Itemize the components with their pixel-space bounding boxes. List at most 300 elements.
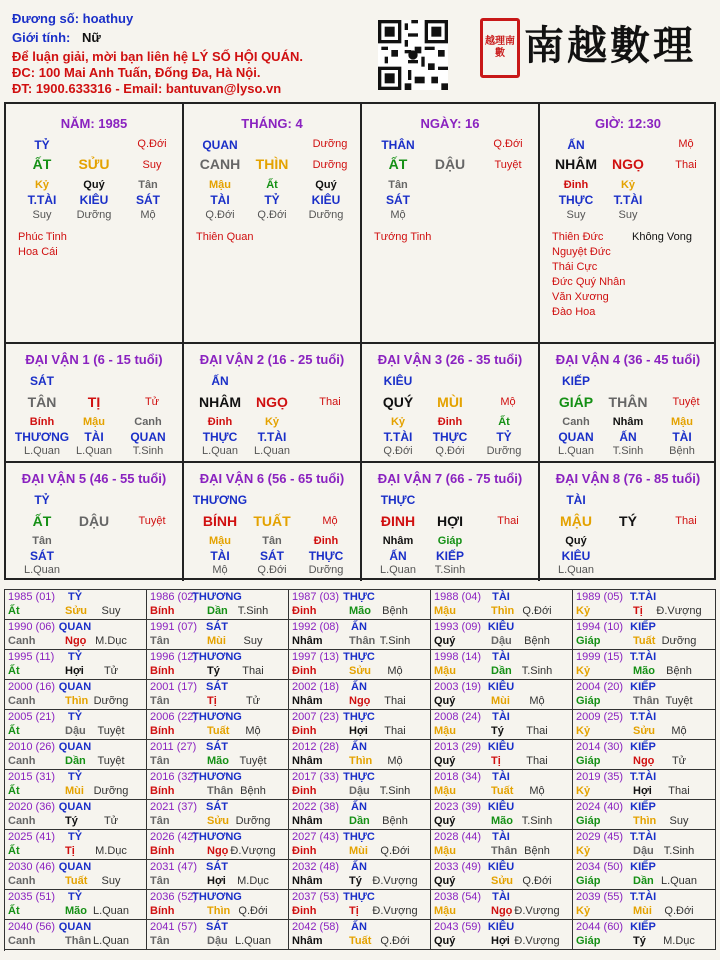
heavenly-stem: CANH: [199, 156, 241, 172]
gender-value: Nữ: [81, 30, 101, 45]
life-stage: Tử: [103, 665, 119, 677]
dai-van-title: ĐẠI VẬN 3 (26 - 35 tuổi): [377, 352, 523, 367]
annual-cell[interactable]: [289, 590, 431, 620]
hidden-stem: Kỷ: [390, 416, 406, 428]
life-stage: Dưỡng: [661, 635, 697, 647]
earthly-branch: Dần: [491, 665, 512, 677]
year-label: 1999 (15): [576, 651, 624, 663]
annual-cell[interactable]: [147, 620, 289, 650]
life-stage: L.Quan: [660, 875, 698, 887]
life-stage: Q.Đới: [238, 905, 268, 917]
hidden-ten-god: T.TÀI: [257, 430, 287, 444]
year-label: 2024 (40): [576, 801, 624, 813]
annual-cell[interactable]: [431, 740, 573, 770]
life-stage: Dưỡng: [312, 159, 348, 171]
year-label: 1994 (10): [576, 621, 624, 633]
hidden-ten-god: THỰC: [558, 193, 594, 207]
dai-van-cell: [184, 344, 362, 463]
heavenly-stem: Canh: [8, 815, 36, 827]
annual-cell[interactable]: [5, 800, 147, 830]
heavenly-stem: Bính: [150, 725, 175, 737]
hidden-stem: Canh: [562, 416, 590, 428]
hidden-life-stage: Q.Đới: [205, 209, 235, 221]
pillar-cell: [540, 104, 716, 344]
ten-god-label: TỶ: [34, 138, 50, 152]
annual-cell[interactable]: [573, 650, 716, 680]
year-label: 1992 (08): [292, 621, 340, 633]
dai-van-title: ĐẠI VẬN 6 (56 - 65 tuổi): [199, 471, 345, 486]
hidden-life-stage: Suy: [32, 209, 52, 221]
annual-cell[interactable]: [431, 590, 573, 620]
earthly-branch: Ngọ: [349, 695, 371, 707]
year-label: 2000 (16): [8, 681, 56, 693]
earthly-branch: Tị: [491, 755, 501, 767]
annual-cell[interactable]: [431, 680, 573, 710]
annual-cell[interactable]: [573, 680, 716, 710]
annual-cell[interactable]: [5, 890, 147, 920]
annual-cell[interactable]: [5, 920, 147, 950]
dai-van-title: ĐẠI VẬN 7 (66 - 75 tuổi): [377, 471, 523, 486]
ten-god-label: THƯƠNG: [192, 831, 242, 843]
hidden-ten-god: TÀI: [84, 430, 104, 444]
ten-god-label: TỶ: [67, 711, 83, 723]
life-stage: Mộ: [387, 755, 403, 767]
annual-cell[interactable]: [5, 770, 147, 800]
ten-god-label: ẤN: [351, 741, 367, 753]
ten-god-label: THỰC: [343, 771, 375, 783]
life-stage: Suy: [669, 815, 689, 827]
ten-god-label: QUAN: [58, 861, 92, 873]
annual-cell[interactable]: [5, 590, 147, 620]
annual-luck-table: [4, 589, 716, 951]
hidden-ten-god: T.TÀI: [27, 193, 57, 207]
annual-cell[interactable]: [5, 650, 147, 680]
hidden-stem: Đinh: [313, 535, 339, 547]
year-label: 2031 (47): [150, 861, 198, 873]
heavenly-stem: QUÝ: [382, 394, 414, 410]
life-stage: Dưỡng: [235, 815, 271, 827]
heavenly-stem: ĐINH: [380, 513, 416, 529]
hidden-life-stage: Dưỡng: [76, 209, 112, 221]
hidden-ten-god: KIÊU: [311, 193, 341, 207]
life-stage: Suy: [101, 875, 121, 887]
hidden-ten-god: ẤN: [389, 549, 407, 563]
heavenly-stem: Ất: [8, 845, 20, 857]
earthly-branch: Mùi: [633, 905, 652, 917]
annual-cell[interactable]: [289, 890, 431, 920]
earthly-branch: Mùi: [491, 695, 510, 707]
year-label: 2030 (46): [8, 861, 56, 873]
earthly-branch: Hợi: [207, 875, 226, 887]
ten-god-label: THỰC: [343, 591, 375, 603]
hidden-life-stage: Q.Đới: [257, 564, 287, 576]
annual-cell[interactable]: [147, 800, 289, 830]
year-label: 2023 (39): [434, 801, 482, 813]
life-stage: Tuyệt: [97, 725, 125, 737]
pillar-cell: [6, 104, 184, 344]
year-label: 1987 (03): [292, 591, 340, 603]
hidden-life-stage: T.Sinh: [132, 445, 164, 457]
chart-grid: [4, 102, 716, 580]
year-label: 2034 (50): [576, 861, 624, 873]
heavenly-stem: Kỷ: [576, 905, 591, 917]
hidden-life-stage: Mộ: [212, 564, 228, 576]
heavenly-stem: Giáp: [576, 635, 601, 647]
year-label: 2042 (58): [292, 921, 340, 933]
hidden-life-stage: T.Sinh: [434, 564, 466, 576]
annual-cell[interactable]: [5, 710, 147, 740]
top-right-stage: Dưỡng: [312, 138, 348, 150]
annual-cell[interactable]: [431, 800, 573, 830]
hidden-stem: Tân: [32, 535, 52, 547]
annual-cell[interactable]: [289, 770, 431, 800]
ten-god-label: ẤN: [351, 861, 367, 873]
annual-cell[interactable]: [573, 770, 716, 800]
year-label: 1997 (13): [292, 651, 340, 663]
year-label: 1985 (01): [8, 591, 56, 603]
ten-god-label: TỶ: [67, 651, 83, 663]
annual-cell[interactable]: [431, 890, 573, 920]
hidden-ten-god: KIÊU: [561, 549, 591, 563]
annual-cell[interactable]: [289, 620, 431, 650]
year-label: 2022 (38): [292, 801, 340, 813]
earthly-branch: Hợi: [349, 725, 368, 737]
heavenly-stem: Canh: [8, 755, 36, 767]
life-stage: Thai: [675, 515, 697, 527]
annual-cell[interactable]: [289, 740, 431, 770]
ten-god-label: T.TÀI: [629, 831, 657, 843]
earthly-branch: Tý: [349, 875, 362, 887]
earthly-branch: Mùi: [65, 785, 84, 797]
life-stage: Mộ: [529, 785, 545, 797]
earthly-branch: Tuất: [65, 875, 88, 887]
life-stage: Thai: [675, 159, 697, 171]
annual-cell[interactable]: [289, 650, 431, 680]
life-stage: Bệnh: [524, 845, 550, 857]
annual-cell[interactable]: [573, 920, 716, 950]
heavenly-stem: Giáp: [576, 755, 601, 767]
ten-god-label: TÀI: [492, 651, 510, 663]
annual-cell[interactable]: [5, 860, 147, 890]
earthly-branch: Tý: [207, 665, 220, 677]
annual-cell[interactable]: [431, 710, 573, 740]
ten-god-label: KIẾP: [630, 861, 656, 873]
heavenly-stem: Nhâm: [292, 635, 323, 647]
annual-cell[interactable]: [573, 860, 716, 890]
year-label: 2008 (24): [434, 711, 482, 723]
heavenly-stem: Ất: [8, 605, 20, 617]
life-stage: Suy: [142, 159, 162, 171]
earthly-branch: Thìn: [491, 605, 515, 617]
ten-god-label: TÀI: [492, 831, 510, 843]
hidden-life-stage: Q.Đới: [435, 445, 465, 457]
hidden-ten-god: TÀI: [672, 430, 692, 444]
annual-cell[interactable]: [147, 650, 289, 680]
annual-cell[interactable]: [573, 890, 716, 920]
life-stage: Mộ: [500, 396, 516, 408]
heavenly-stem: Tân: [150, 755, 170, 767]
earthly-branch: Mão: [349, 605, 371, 617]
ten-god-label: KIÊU: [487, 801, 515, 813]
annual-cell[interactable]: [5, 740, 147, 770]
annual-cell[interactable]: [431, 620, 573, 650]
ten-god-label: SÁT: [206, 921, 228, 933]
hidden-life-stage: L.Quan: [379, 564, 417, 576]
hidden-ten-god: SÁT: [260, 549, 284, 563]
life-stage: Tuyệt: [239, 755, 267, 767]
year-label: 2029 (45): [576, 831, 624, 843]
year-label: 1988 (04): [434, 591, 482, 603]
annual-cell[interactable]: [289, 920, 431, 950]
annual-cell[interactable]: [573, 620, 716, 650]
ten-god-label: T.TÀI: [629, 591, 657, 603]
heavenly-stem: Kỷ: [576, 785, 591, 797]
annual-cell[interactable]: [289, 860, 431, 890]
ten-god-label: QUAN: [58, 741, 92, 753]
hidden-stem: Đinh: [437, 416, 463, 428]
hidden-stem: Ất: [266, 179, 278, 191]
life-stage: M.Dục: [663, 935, 695, 947]
ten-god-label: ẤN: [351, 681, 367, 693]
year-label: 2002 (18): [292, 681, 340, 693]
hidden-stem: Nhâm: [612, 416, 644, 428]
life-stage: Tuyệt: [494, 159, 522, 171]
heavenly-stem: Giáp: [576, 815, 601, 827]
life-stage: Suy: [101, 605, 121, 617]
heavenly-stem: MẬU: [560, 513, 592, 529]
heavenly-stem: TÂN: [27, 394, 57, 410]
ten-god-label: KIẾP: [630, 621, 656, 633]
shensha-star: Đức Quý Nhân: [552, 276, 626, 288]
annual-cell[interactable]: [431, 650, 573, 680]
annual-cell[interactable]: [289, 830, 431, 860]
hidden-stem: Mậu: [83, 416, 105, 428]
year-label: 2025 (41): [8, 831, 56, 843]
pillar-title: GIỜ: 12:30: [594, 116, 661, 131]
heavenly-stem: Quý: [434, 875, 456, 887]
life-stage: Q.Đới: [522, 605, 552, 617]
shensha-star: Thái Cực: [552, 261, 598, 273]
hidden-stem: Mậu: [209, 179, 231, 191]
ten-god-label: QUAN: [58, 801, 92, 813]
shensha-star: Đào Hoa: [552, 306, 596, 318]
year-label: 1989 (05): [576, 591, 624, 603]
pillar-title: NĂM: 1985: [60, 116, 128, 131]
hidden-ten-god: TỶ: [264, 193, 280, 207]
heavenly-stem: Mậu: [434, 665, 456, 677]
heavenly-stem: Ất: [8, 725, 20, 737]
earthly-branch: Thìn: [65, 695, 89, 707]
annual-cell[interactable]: [147, 860, 289, 890]
annual-cell[interactable]: [147, 740, 289, 770]
earthly-branch: Thân: [349, 635, 376, 647]
annual-cell[interactable]: [431, 860, 573, 890]
ten-god-label: TỶ: [67, 591, 83, 603]
life-stage: Đ.Vượng: [372, 875, 418, 887]
heavenly-stem: Đinh: [292, 665, 317, 677]
heavenly-stem: Giáp: [576, 935, 601, 947]
year-label: 2037 (53): [292, 891, 340, 903]
dai-van-cell: [6, 463, 184, 581]
life-stage: T.Sinh: [379, 635, 411, 647]
heavenly-stem: Canh: [8, 695, 36, 707]
annual-cell[interactable]: [573, 590, 716, 620]
annual-cell[interactable]: [431, 830, 573, 860]
hidden-life-stage: Dưỡng: [308, 209, 344, 221]
earthly-branch: Tuất: [349, 935, 372, 947]
annual-cell[interactable]: [573, 800, 716, 830]
ten-god-label: SÁT: [206, 801, 228, 813]
earthly-branch: Tuất: [633, 635, 656, 647]
ten-god-label: TỶ: [34, 493, 50, 507]
annual-cell[interactable]: [573, 740, 716, 770]
life-stage: Thai: [384, 695, 406, 707]
annual-cell[interactable]: [431, 770, 573, 800]
ten-god-label: THƯƠNG: [192, 711, 242, 723]
heavenly-stem: ẤT: [388, 156, 408, 172]
heavenly-stem: Kỷ: [576, 605, 591, 617]
hidden-stem: Canh: [134, 416, 162, 428]
earthly-branch: Tị: [349, 905, 359, 917]
heavenly-stem: Canh: [8, 935, 36, 947]
annual-cell[interactable]: [147, 920, 289, 950]
annual-cell[interactable]: [573, 830, 716, 860]
ten-god-label: THÂN: [381, 138, 415, 152]
year-label: 2036 (52): [150, 891, 198, 903]
annual-cell[interactable]: [147, 710, 289, 740]
ten-god-label: THƯƠNG: [192, 493, 248, 507]
heavenly-stem: GIÁP: [558, 394, 594, 410]
heavenly-stem: Nhâm: [292, 815, 323, 827]
hidden-ten-god: QUAN: [130, 430, 166, 444]
annual-cell[interactable]: [289, 800, 431, 830]
ten-god-label: KIÊU: [487, 621, 515, 633]
annual-cell[interactable]: [289, 680, 431, 710]
ten-god-label: TÀI: [492, 891, 510, 903]
heavenly-stem: Bính: [150, 665, 175, 677]
life-stage: Mộ: [671, 725, 687, 737]
heavenly-stem: Mậu: [434, 605, 456, 617]
annual-cell[interactable]: [147, 830, 289, 860]
qr-code-icon[interactable]: [378, 20, 448, 90]
annual-cell[interactable]: [147, 680, 289, 710]
hidden-ten-god: ẤN: [619, 430, 637, 444]
dai-van-title: ĐẠI VẬN 4 (36 - 45 tuổi): [555, 352, 701, 367]
earthly-branch: Dậu: [349, 785, 370, 797]
ten-god-label: T.TÀI: [629, 771, 657, 783]
ten-god-label: KIÊU: [383, 374, 413, 388]
annual-cell[interactable]: [147, 590, 289, 620]
earthly-branch: Thân: [491, 845, 518, 857]
dai-van-cell: [6, 344, 184, 463]
ten-god-label: THƯƠNG: [192, 771, 242, 783]
ten-god-label: TÀI: [566, 493, 586, 507]
annual-cell[interactable]: [573, 710, 716, 740]
annual-cell[interactable]: [147, 770, 289, 800]
life-stage: Thai: [497, 515, 519, 527]
ten-god-label: ẤN: [567, 138, 585, 152]
heavenly-stem: Ất: [8, 905, 20, 917]
earthly-branch: Thìn: [633, 815, 657, 827]
ten-god-label: KIẾP: [561, 374, 591, 388]
heavenly-stem: Đinh: [292, 845, 317, 857]
ten-god-label: ẤN: [351, 801, 367, 813]
year-label: 2006 (22): [150, 711, 198, 723]
phone-email[interactable]: ĐT: 1900.633316 - Email: bantuvan@lyso.vn: [12, 81, 282, 96]
ten-god-label: QUAN: [58, 621, 92, 633]
heavenly-stem: Quý: [434, 635, 456, 647]
ten-god-label: TÀI: [492, 591, 510, 603]
top-right-stage: Q.Đới: [493, 138, 523, 150]
heavenly-stem: Kỷ: [576, 845, 591, 857]
life-stage: Tử: [144, 396, 160, 408]
life-stage: Đ.Vượng: [656, 605, 702, 617]
hidden-ten-god: THỰC: [202, 430, 238, 444]
annual-cell[interactable]: [431, 920, 573, 950]
hidden-ten-god: TỶ: [496, 430, 512, 444]
life-stage: Mộ: [387, 665, 403, 677]
heavenly-stem: Tân: [150, 635, 170, 647]
life-stage: Dưỡng: [93, 695, 129, 707]
shensha-star: Không Vong: [632, 231, 692, 243]
life-stage: Đ.Vượng: [230, 845, 276, 857]
ten-god-label: SÁT: [206, 741, 228, 753]
earthly-branch: Tý: [65, 815, 78, 827]
ten-god-label: ẤN: [211, 374, 229, 388]
heavenly-stem: Tân: [150, 695, 170, 707]
hidden-life-stage: L.Quan: [23, 564, 61, 576]
shensha-star: Phúc Tinh: [18, 231, 67, 243]
hidden-stem: Tân: [388, 179, 408, 191]
life-stage: Q.Đới: [380, 935, 410, 947]
shensha-star: Văn Xương: [552, 291, 609, 303]
annual-cell[interactable]: [289, 710, 431, 740]
owner-name: Đương số: hoathuy: [12, 11, 134, 26]
year-label: 2035 (51): [8, 891, 56, 903]
ten-god-label: QUAN: [202, 138, 238, 152]
life-stage: Bệnh: [382, 815, 408, 827]
year-label: 2013 (29): [434, 741, 482, 753]
year-label: 2038 (54): [434, 891, 482, 903]
annual-cell[interactable]: [5, 830, 147, 860]
heavenly-stem: Quý: [434, 935, 456, 947]
annual-cell[interactable]: [5, 680, 147, 710]
address: ĐC: 100 Mai Anh Tuấn, Đống Đa, Hà Nội.: [12, 65, 261, 80]
ten-god-label: ẤN: [351, 621, 367, 633]
hidden-stem: Mậu: [209, 535, 231, 547]
heavenly-stem: Quý: [434, 755, 456, 767]
year-label: 2020 (36): [8, 801, 56, 813]
heavenly-stem: Bính: [150, 605, 175, 617]
life-stage: T.Sinh: [663, 845, 695, 857]
dai-van-title: ĐẠI VẬN 1 (6 - 15 tuổi): [25, 352, 163, 367]
ten-god-label: THỰC: [343, 711, 375, 723]
shensha-star: Nguyệt Đức: [552, 246, 611, 258]
annual-cell[interactable]: [147, 890, 289, 920]
dai-van-cell: [362, 463, 540, 581]
hidden-ten-god: TÀI: [210, 549, 230, 563]
hidden-ten-god: THỰC: [308, 549, 344, 563]
earthly-branch: Thân: [65, 935, 92, 947]
hidden-life-stage: L.Quan: [23, 445, 61, 457]
ten-god-label: QUAN: [58, 921, 92, 933]
earthly-branch: NGỌ: [612, 156, 644, 172]
pillar-title: THÁNG: 4: [241, 116, 303, 131]
heavenly-stem: Mậu: [434, 845, 456, 857]
ten-god-label: T.TÀI: [629, 711, 657, 723]
earthly-branch: Thân: [207, 785, 234, 797]
annual-cell[interactable]: [5, 620, 147, 650]
